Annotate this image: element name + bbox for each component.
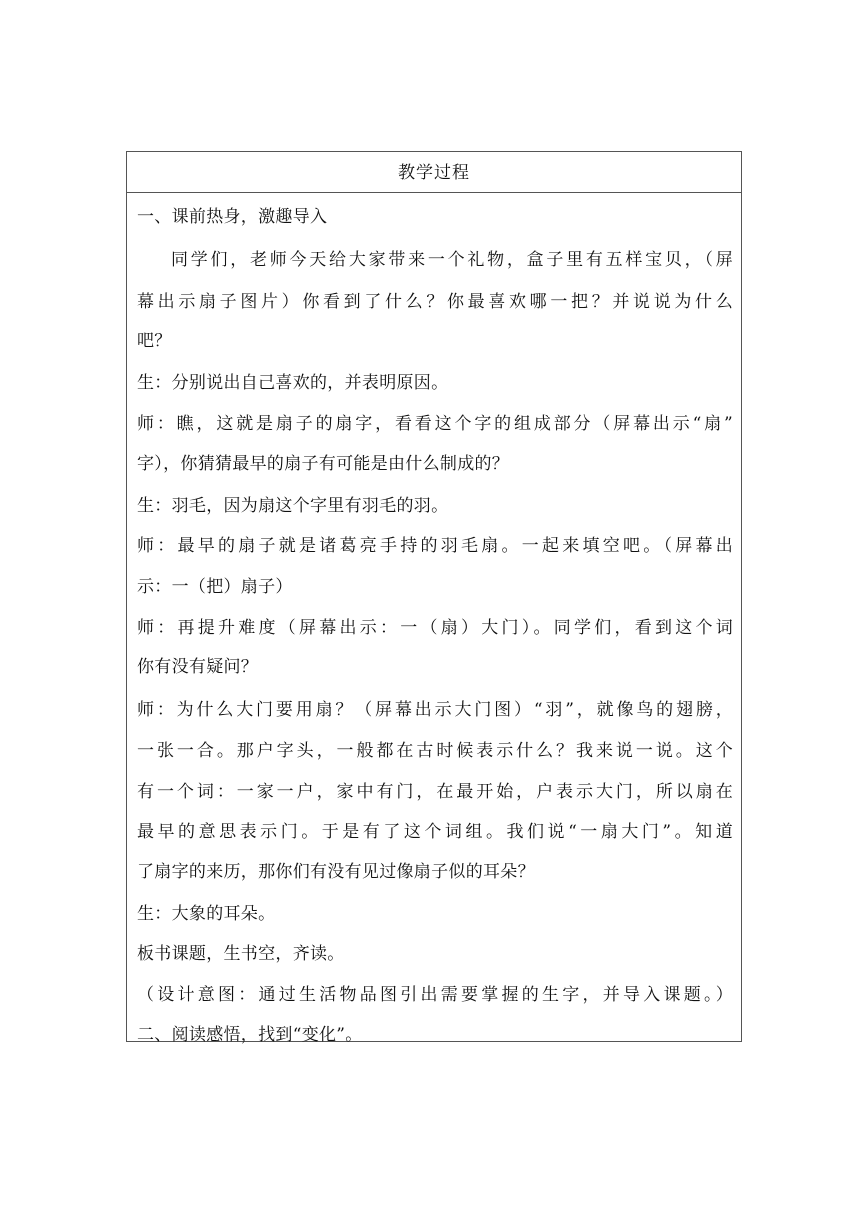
text-line: 吧？ — [137, 331, 172, 351]
table-header-title: 教学过程 — [398, 163, 470, 183]
text-line: 生：分别说出自己喜欢的，并表明原因。 — [137, 373, 449, 393]
text-line: 板书课题，生书空，齐读。 — [137, 944, 345, 964]
text-line: 生：羽毛，因为扇这个字里有羽毛的羽。 — [137, 496, 449, 516]
table-body-cell — [127, 193, 741, 1045]
text-line: 幕出示扇子图片）你看到了什么？你最喜欢哪一把？并说说为什么 — [137, 292, 733, 312]
text-line: 师：最早的扇子就是诸葛亮手持的羽毛扇。一起来填空吧。（屏幕出 — [137, 536, 733, 556]
table-header-row — [127, 152, 741, 193]
text-line: 一张一合。那户字头，一般都在古时候表示什么？我来说一说。这个 — [137, 741, 733, 761]
section-heading: 一、课前热身，激趣导入 — [137, 207, 328, 227]
text-line: 师：瞧，这就是扇子的扇字，看看这个字的组成部分（屏幕出示“扇” — [137, 414, 733, 434]
text-line: 师：再提升难度（屏幕出示：一（扇）大门）。同学们，看到这个词 — [137, 618, 733, 638]
text-line: 有一个词：一家一户，家中有门，在最开始，户表示大门，所以扇在 — [137, 782, 733, 802]
text-line: 同学们，老师今天给大家带来一个礼物，盒子里有五样宝贝，（屏 — [171, 250, 733, 270]
text-line: 最早的意思表示门。于是有了这个词组。我们说“一扇大门”。知道 — [137, 822, 733, 842]
text-line: 生：大象的耳朵。 — [137, 904, 276, 924]
section-heading: 二、阅读感悟，找到“变化”。 — [137, 1025, 363, 1045]
lesson-table — [126, 151, 742, 1045]
text-line: 示：一（把）扇子） — [137, 577, 293, 597]
text-line: 了扇字的来历，那你们有没有见过像扇子似的耳朵？ — [137, 862, 535, 882]
text-line: 你有没有疑问？ — [137, 657, 259, 677]
text-line: 字），你猜猜最早的扇子有可能是由什么制成的？ — [137, 454, 510, 474]
design-intent-line: （设计意图：通过生活物品图引出需要掌握的生字，并导入课题。） — [137, 985, 733, 1005]
text-line: 师：为什么大门要用扇？（屏幕出示大门图）“羽”，就像鸟的翅膀， — [137, 700, 733, 720]
